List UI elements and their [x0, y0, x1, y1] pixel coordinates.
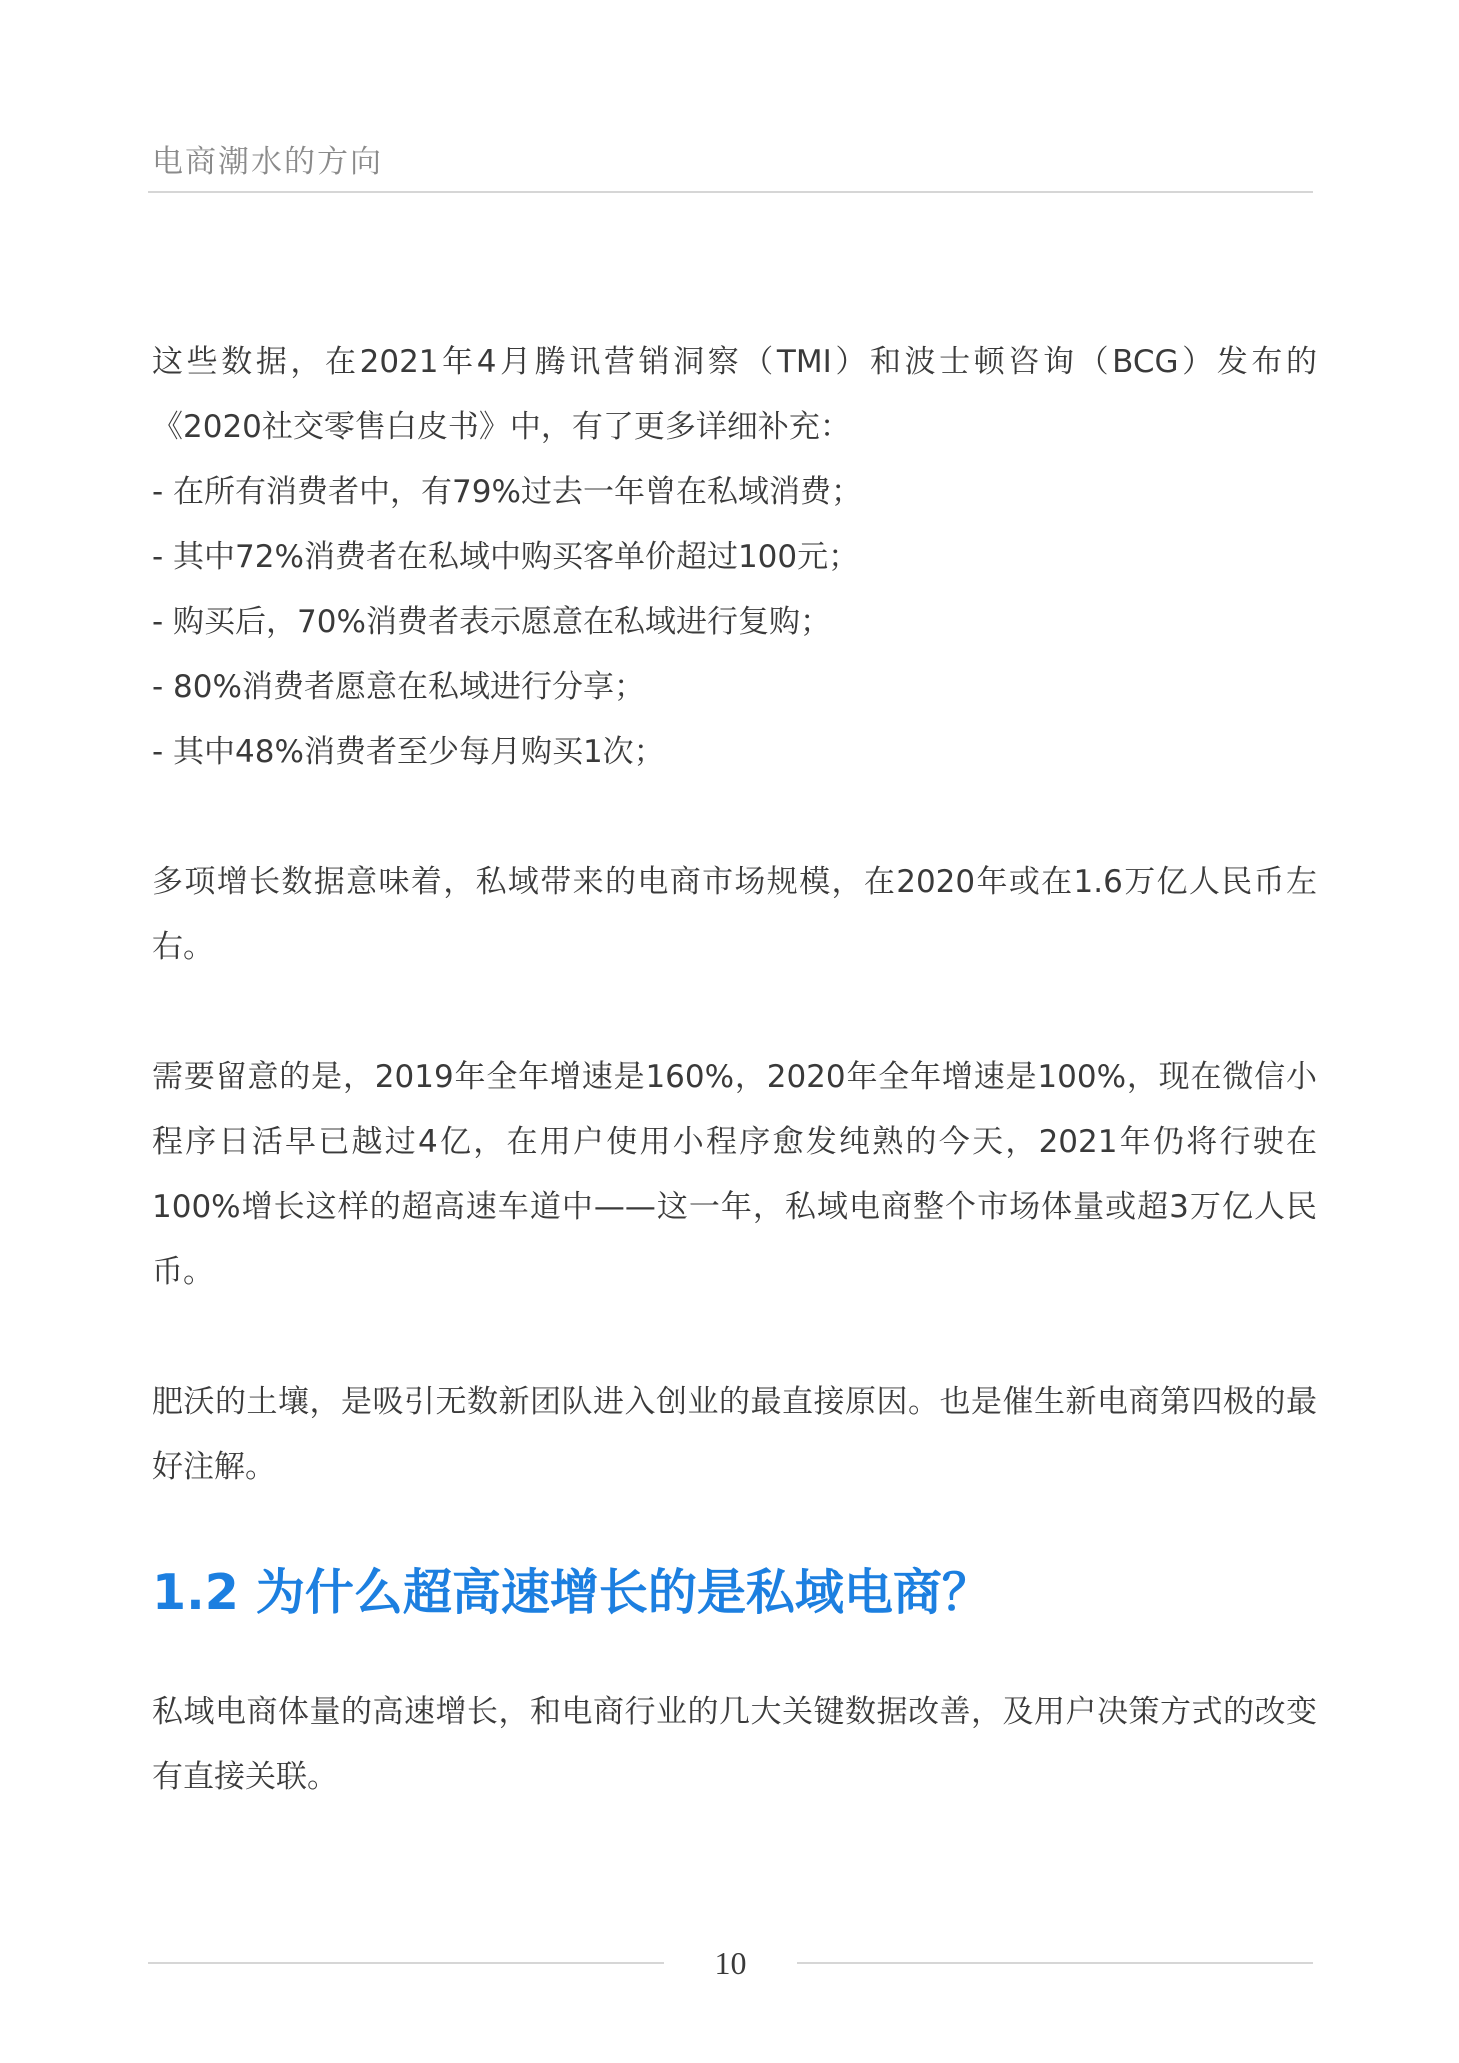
statistics-list — [152, 460, 1317, 785]
intro-paragraph: 这些数据，在2021年4月腾讯营销洞察（TMI）和波士顿咨询（BCG）发布的《2020社交零售白皮书》中，有了更多详细补充： — [152, 344, 1317, 445]
header-divider — [148, 191, 1313, 193]
conclusion-paragraph: 肥沃的土壤，是吸引无数新团队进入创业的最直接原因。也是催生新电商第四极的最好注解。 — [152, 1384, 1317, 1485]
list-item: - 其中72%消费者在私域中购买客单价超过100元； — [152, 539, 860, 575]
list-item: - 购买后，70%消费者表示愿意在私域进行复购； — [152, 604, 831, 640]
list-item: - 其中48%消费者至少每月购买1次； — [152, 734, 665, 770]
list-item: - 80%消费者愿意在私域进行分享； — [152, 669, 645, 705]
list-item: - 在所有消费者中，有79%过去一年曾在私域消费； — [152, 474, 862, 510]
page-body — [152, 330, 1317, 1810]
running-header-title: 电商潮水的方向 — [152, 144, 383, 180]
growth-paragraph: 需要留意的是，2019年全年增速是160%，2020年全年增速是100%，现在微信小程序日活早已越过4亿，在用户使用小程序愈发纯熟的今天，2021年仍将行驶在100%增长这样的超高速车道中——这一年，私域电商整个市场体量或超3万亿人民币。 — [152, 1059, 1317, 1290]
market-size-paragraph: 多项增长数据意味着，私域带来的电商市场规模，在2020年或在1.6万亿人民币左右。 — [152, 864, 1317, 965]
data-block — [152, 330, 1317, 785]
section-paragraph: 私域电商体量的高速增长，和电商行业的几大关键数据改善，及用户决策方式的改变有直接关联。 — [152, 1694, 1317, 1795]
footer-divider-right — [797, 1962, 1313, 1964]
page-footer — [148, 1943, 1313, 1983]
page-number: 10 — [714, 1945, 747, 1981]
section-heading: 1.2 为什么超高速增长的是私域电商？ — [152, 1564, 991, 1621]
